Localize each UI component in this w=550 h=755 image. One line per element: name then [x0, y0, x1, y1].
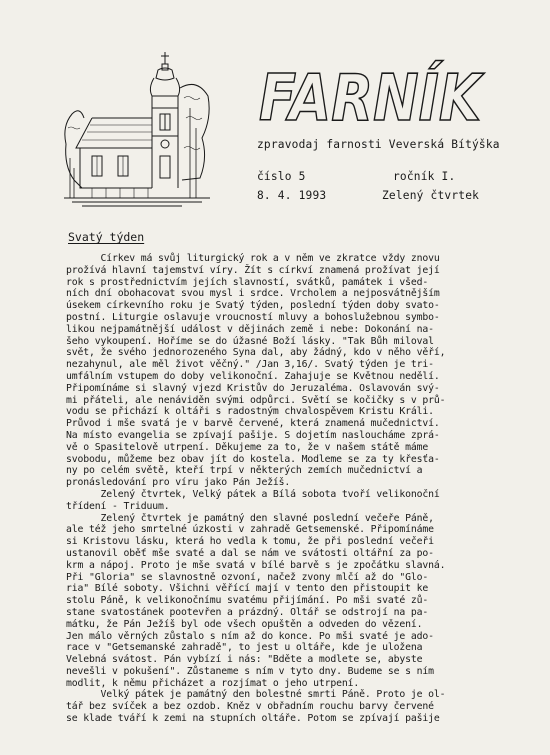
article-line: modlit, k němu přicházet a rozjímat o jeho utrpení. — [66, 677, 360, 689]
article-line: svobodu, můžeme bez obav jít do kostela. Modleme se za ty křesťa- — [66, 453, 440, 465]
article-line: Průvod i mše svatá je v barvě červené, která znamená mučednictví. — [66, 418, 440, 430]
article-line: Církev má svůj liturgický rok a v něm ve zkratce vždy znovu — [66, 253, 440, 264]
article-line: ny po celém světě, kteří trpí v některých zemích mučednictví a — [66, 465, 423, 477]
article-line: Velký pátek je památný den bolestné smrti Páně. Proto je ol- — [66, 689, 446, 701]
article-line: svět, že svého jednorozeného Syna dal, aby žádný, kdo v něho věří, — [66, 347, 446, 359]
article-line: nezahynul, ale měl život věčný." /Jan 3,16/. Svatý týden je tri- — [66, 359, 434, 371]
issue-date: 8. 4. 1993 — [257, 189, 327, 202]
article-line: likou nejpamátnější událost v dějinách země i nebe: Dokonání na- — [66, 323, 434, 335]
article-body — [66, 253, 521, 725]
article-line: rok s prostřednictvím jejích slavností, svátků, památek i všed- — [66, 276, 429, 288]
article-line: se klade tváří k zemi na stupních oltáře. Potom se zpívají pašije — [66, 713, 440, 725]
article-line: mi přáteli, ale nenáviděn svými odpůrci. Světí se kočičky s v prů- — [66, 394, 446, 406]
masthead-title — [255, 62, 521, 136]
article-line: stane svatostánek pootevřen a prázdný. Oltář se odstrojí na pa- — [66, 606, 429, 618]
article-line: šeho vykoupení. Hoříme se do úžasné Boží lásky. "Tak Bůh miloval — [66, 335, 434, 347]
article-line: pronásledování pro víru jako Pán Ježíš. — [66, 477, 291, 489]
issue-number: číslo 5 — [257, 170, 306, 183]
article-line: Jen málo věrných zůstalo s ním až do konce. Po mši svaté je ado- — [66, 630, 434, 642]
article-line: Velebná svátost. Pán vybízí i nás: "Bděte a modlete se, abyste — [66, 654, 423, 666]
article-line: Při "Gloria" se slavnostně ozvoní, načež zvony mlčí až do "Glo- — [66, 571, 429, 583]
article-line: Zelený čtvrtek je památný den slavné poslední večeře Páně, — [66, 512, 434, 524]
church-drawing-icon — [62, 48, 212, 208]
article-line: race v "Getsemanské zahradě", to jest u oltáře, kde je uložena — [66, 642, 423, 654]
issue-day: Zelený čtvrtek — [382, 189, 480, 202]
masthead-title-text: FARNÍK — [259, 62, 521, 136]
article-line: vě o Spasitelově utrpení. Děkujeme za to, že v našem státě máme — [66, 441, 429, 453]
article-line: stolu Páně, k velikonočnímu svatému přijímání. Po mši svaté zů- — [66, 595, 429, 607]
article-line: tář bez svíček a bez ozdob. Kněz v obřadním rouchu barvy červené — [66, 701, 434, 713]
article-line: ních dní obohacovat svou mysl i srdce. Vrcholem a nejposvátnějším — [66, 288, 440, 300]
article-line: prožívá hlavní tajemství víry. Žít s církví znamená prožívat její — [66, 264, 440, 276]
article-line: třídení - Triduum. — [66, 500, 170, 512]
article-line: Zelený čtvrtek, Velký pátek a Bílá sobota tvoří velikonoční — [66, 488, 440, 500]
article-line: mátku, že Pán Ježíš byl ode všech opuštěn a odveden do vězení. — [66, 618, 423, 630]
article-line: si Kristovu lásku, která ho vedla k tomu, že při poslední večeři — [66, 536, 434, 548]
article-line: nevešli v pokušení". Zůstaneme s ním v tyto dny. Budeme se s ním — [66, 665, 434, 677]
volume-number: ročník I. — [393, 170, 456, 183]
article-line: ustanovil oběť mše svaté a dal se nám ve svátosti oltářní za po- — [66, 547, 434, 559]
masthead-subtitle: zpravodaj farnosti Veverská Bítýška — [257, 138, 500, 151]
article-line: postní. Liturgie oslavuje vroucností mluvy a bohoslužebnou symbo- — [66, 311, 440, 323]
article-line: umfálním vstupem do doby velikonoční. Zahajuje se Květnou nedělí. — [66, 370, 440, 382]
article-line: Připomínáme si slavný vjezd Kristův do Jeruzaléma. Oslavován svý- — [66, 382, 440, 394]
article-line: úsekem církevního roku je Svatý týden, poslední týden doby svato- — [66, 300, 440, 312]
article-line: ria" Bílé soboty. Všichni věřící mají v tento den přistoupit ke — [66, 583, 429, 595]
article-line: Na místo evangelia se zpívají pašije. S dojetím nasloucháme zprá- — [66, 429, 440, 441]
article-line: vodu se přichází k oltáři s radostným chvalospěvem Kristu Králi. — [66, 406, 434, 418]
article-line: ale též jeho smrtelné úzkosti v zahradě Getsemenské. Připomínáme — [66, 524, 434, 536]
article-line: krm a nápoj. Proto je mše svatá v bílé barvě s je zpočátku slavná. — [66, 559, 446, 571]
article-title: Svatý týden — [68, 230, 145, 244]
